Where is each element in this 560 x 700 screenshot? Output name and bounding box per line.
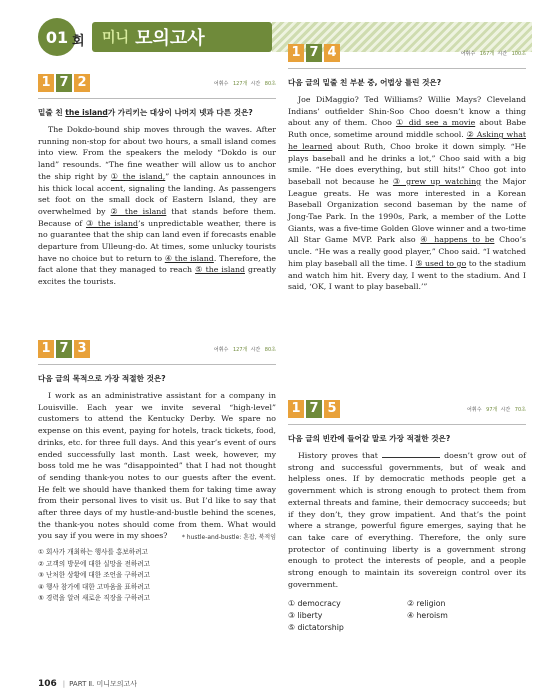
answer-option[interactable]: ④ heroism [407,611,448,621]
question-meta [467,406,526,413]
prompt-text: 가 가리키는 대상이 나머지 넷과 다른 것은? [107,108,253,117]
round-number-badge: 01 [38,18,76,56]
passage-text: about Babe Ruth once, sometime around middle school. [288,118,526,140]
answer-option[interactable]: ① democracy [288,599,341,609]
words-value: 97개 [486,407,498,413]
words-value: 127개 [232,81,248,87]
qnum-digit: 1 [288,400,304,418]
page-title [92,22,272,52]
question-header [288,44,526,64]
underlined-choice: ④ happens to be [420,235,495,245]
time-label: 시간 [250,347,261,353]
words-label: 어휘수 [467,407,482,413]
underlined-choice: ① the island, [110,171,166,181]
question-prompt: 다음 글의 밑줄 친 부분 중, 어법상 틀린 것은? [288,78,442,87]
answer-option[interactable]: ② 고객의 방문에 대한 실망을 전하려고 [38,559,150,568]
passage-text: Choo’s uncle. “He was a really good player,” Choo said. “I watched him play baseball all the time. I [288,235,526,268]
qnum-digit: 5 [324,400,340,418]
question-header [38,74,276,94]
answer-option[interactable]: ⑤ dictatorship [288,623,344,633]
answer-option[interactable]: ① 회사가 개최하는 행사를 홍보하려고 [38,548,148,557]
passage-text: greatly excites the tourists. [38,265,276,287]
passage [38,124,276,288]
time-label: 시간 [250,81,261,87]
round-suffix: 회 [72,34,85,49]
passage-text: to the stadium and watch him hit. Every day, I went to the stadium. And I said, ‘OK, I want to play baseball.’” [288,258,526,292]
underlined-choice: ② Asking what he learned [288,130,526,151]
answer-option[interactable]: ③ 난처한 상황에 대한 조언을 구하려고 [38,571,150,580]
passage-text: doesn’t grow out of strong and successful governments, but of weak and helpless ones. If by democratic methods people get a government which is strong enough to protect them from external threats and famine, their democracy succeeds; but if they don’t, they grow impatient. And that’s the point where a strange, powerful figure emerges, saying that he can take care of everything. Therefore, the only sure protector of continuing liberty is a government strong enough to protect the interests of people, and a people strong enough to maintain its sovereign control over its government. [288,451,526,589]
words-value: 167개 [479,51,495,57]
prompt-text: 밑줄 친 [38,108,66,117]
words-value: 127개 [232,347,248,353]
title-prefix: 미니 [102,30,130,46]
qnum-digit: 2 [74,74,90,92]
question-header [288,400,526,420]
passage-text: the Major League greats. He was more interested in a Korean Baseball Organization second baseman by the name of Jong-Tae Park. In the 1990s, Park, a member of the Lotte Giants, was a five-time Golden Glove winner and a two-time All Star Game MVP. Park also [288,176,526,245]
time-label: 시간 [500,407,511,413]
passage-text: ” the captain announces in his thick local accent, signaling the landing. As passengers set foot on the small dock of Eastern Island, they are overwhelmed by [38,171,277,216]
question-prompt: 다음 글의 목적으로 가장 적절한 것은? [38,374,166,383]
question-prompt: 다음 글의 빈칸에 들어갈 말로 가장 적절한 것은? [288,434,451,443]
passage-text: ’s unpredictable weather, there is no guarantee that the ship can land even if forecasts enable departure from Ulleung-do. At times, some unlucky tourists have no choice but to return to [38,218,276,263]
page-footer [38,679,137,689]
passage-text: . Therefore, the fact alone that they managed to reach [38,253,277,275]
question-prompt [38,107,276,118]
question-175 [288,400,526,634]
divider [288,68,526,69]
page-number: 106 [38,679,57,689]
passage: I work as an administrative assistant for a company in Louisville. Each year we invite several “high-level” customers to attend the Kentucky Derby. We spare no expense on this event, paying for hotels, track tickets, food, drinks, etc. for three full days. And this year’s event of ours ended successfully last month. Last week, however, my boss told me he was “disappointed” that I had not thought of sending thank-you notes to our guests after the event. He felt we should have thanked them for taking time away from their personal lives to visit us. But I’d like to say that after three days of my hustle-and-bustle behind the scenes, the thank-you notes should come from them. What would you say if you were in my shoes? [38,391,276,541]
qnum-digit: 7 [56,74,72,92]
passage-text: History proves that [298,451,383,460]
passage-text: that stands before them. Because of [38,206,276,228]
footer-section: 미니모의고사 [96,680,138,688]
qnum-digit: 3 [74,340,90,358]
answer-option[interactable]: ② religion [407,599,446,609]
time-value: 70초 [514,407,526,413]
underlined-choice: ③ grew up watching [392,176,482,186]
question-number [288,44,340,62]
question-174 [288,44,526,293]
divider [288,424,526,425]
question-meta [461,50,526,57]
answer-options [38,547,276,605]
words-label: 어휘수 [213,81,229,87]
divider [38,364,276,365]
time-value: 80초 [264,347,276,353]
underlined-choice: ③ the island [85,218,138,228]
title-main: 모의고사 [135,28,205,49]
qnum-digit: 1 [38,340,54,358]
question-172 [38,74,276,288]
footer-part: PART Ⅱ. [69,680,95,688]
qnum-digit: 7 [306,44,322,62]
question-meta [214,346,276,353]
prompt-underline: the island [65,108,108,117]
time-value: 80초 [264,81,276,87]
underlined-choice: ② the island [110,206,167,216]
question-header [38,340,276,360]
qnum-digit: 7 [306,400,322,418]
underlined-choice: ⑤ the island [195,265,245,275]
answer-options [288,598,526,634]
qnum-digit: 7 [56,340,72,358]
time-label: 시간 [497,51,508,57]
question-meta [214,80,276,87]
question-173 [38,340,276,605]
qnum-digit: 4 [324,44,340,62]
qnum-digit: 1 [38,74,54,92]
answer-blank [382,450,440,458]
question-number [288,400,340,418]
time-value: 100초 [511,51,526,57]
words-label: 어휘수 [460,51,476,57]
answer-option[interactable]: ④ 행사 참가에 대한 고마움을 표하려고 [38,582,150,591]
qnum-digit: 1 [288,44,304,62]
passage-text: about Ruth, Choo broke it down simply. “He plays baseball and he drinks a lot,” Choo said with a big smile. “He does everything, but still hits!” Choo got into baseball not because he [288,141,526,186]
answer-option[interactable]: ③ liberty [288,611,323,621]
passage-text: Joe DiMaggio? Ted Williams? Willie Mays? Cleveland Indians’ outfielder Shin-Soo Choo doesn’t know a thing about any of them. Choo [288,95,526,128]
footer-separator: | [62,680,66,688]
divider [38,98,276,99]
words-label: 어휘수 [213,347,229,353]
underlined-choice: ① did see a movie [395,118,476,128]
passage-text: The Dokdo-bound ship moves through the waves. After running non-stop for about two hours, a small island comes into view. From the speakers the melody “Dokdo is our land” resounds. “The fine weather will allow us to anchor the ship right by [38,125,276,181]
underlined-choice: ④ the island [164,253,214,263]
passage [288,450,526,590]
answer-option[interactable]: ⑤ 경력을 알려 새로운 직장을 구하려고 [38,594,150,603]
question-number [38,340,90,358]
underlined-choice: ⑤ used to go [415,258,467,268]
question-number [38,74,90,92]
passage [288,94,526,293]
footnote: * hustle-and-bustle: 혼잡, 북적임 [181,534,276,542]
